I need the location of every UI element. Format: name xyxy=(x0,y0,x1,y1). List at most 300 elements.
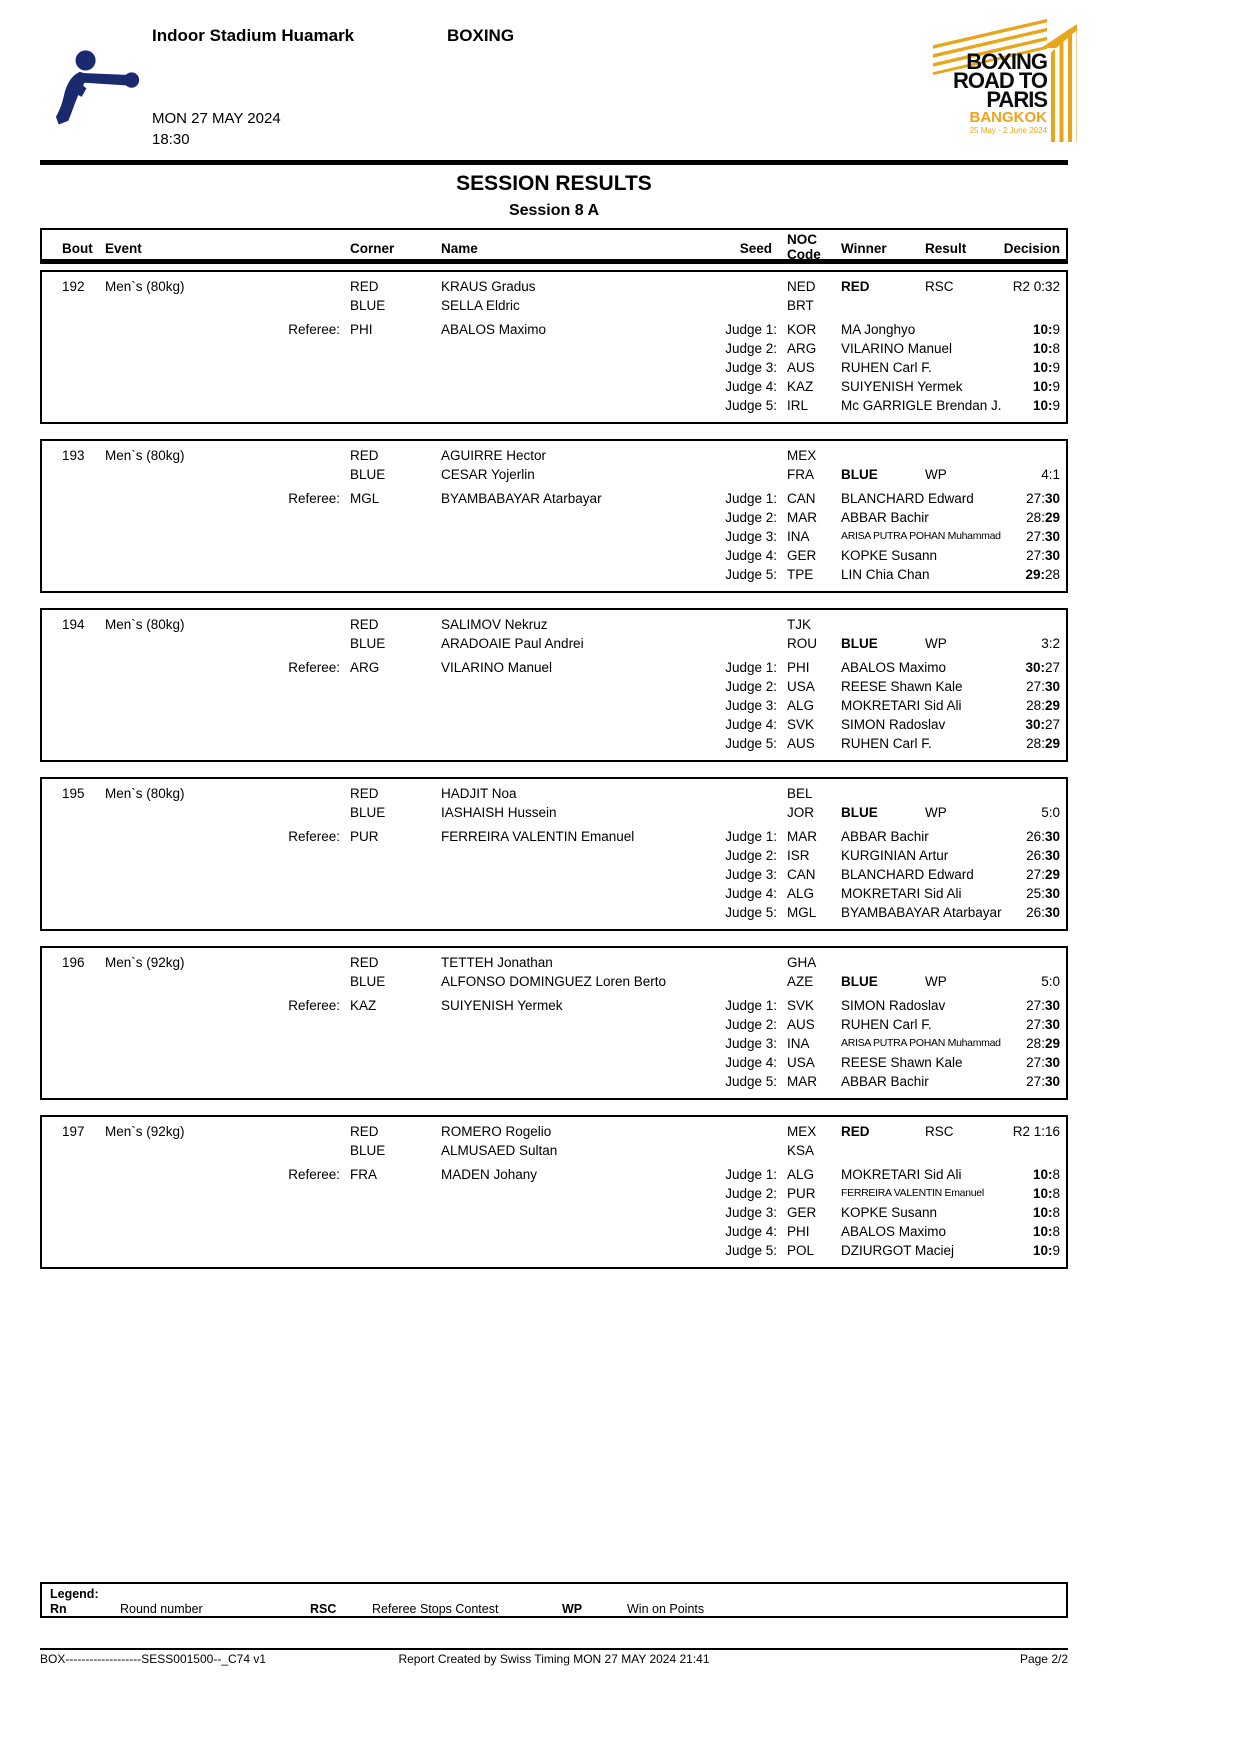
judge-score-blue: 29 xyxy=(1044,510,1060,525)
event-name: Men`s (80kg) xyxy=(105,617,185,632)
score-separator: : xyxy=(1041,1074,1045,1089)
session-subtitle: Session 8 A xyxy=(508,202,600,219)
judge-score xyxy=(1033,396,1060,415)
red-athlete-name: HADJIT Noa xyxy=(441,786,517,801)
judge-score xyxy=(1026,489,1060,508)
judge-score-blue: 9 xyxy=(1052,398,1060,413)
judge-score-red: 30 xyxy=(1025,660,1041,675)
result-code: WP xyxy=(925,636,947,651)
judge-score xyxy=(1026,827,1060,846)
blue-athlete-name: ALMUSAED Sultan xyxy=(441,1143,558,1158)
judge-label: Judge 1: xyxy=(725,491,777,506)
score-separator: : xyxy=(1041,867,1045,882)
red-corner-label: RED xyxy=(350,448,379,463)
col-bout: Bout xyxy=(62,241,93,256)
judge-score-blue: 30 xyxy=(1044,848,1060,863)
footer-created-by: Report Created by Swiss Timing MON 27 MAY 2024 21:41 xyxy=(398,1652,710,1666)
page-title: SESSION RESULTS xyxy=(456,172,652,195)
table-row xyxy=(42,634,1066,653)
col-decision: Decision xyxy=(1003,241,1060,256)
judge-label: Judge 1: xyxy=(725,1167,777,1182)
blue-noc-code: FRA xyxy=(787,467,814,482)
decision-value: 4:1 xyxy=(1041,467,1060,482)
judge-score-red: 10 xyxy=(1032,398,1048,413)
judge-score-blue: 8 xyxy=(1052,1205,1060,1220)
winner-label: RED xyxy=(841,279,870,294)
judge-score-blue: 30 xyxy=(1044,905,1060,920)
decision-value: 3:2 xyxy=(1041,636,1060,651)
score-separator: : xyxy=(1047,1243,1053,1258)
score-separator: : xyxy=(1047,398,1053,413)
judge-score xyxy=(1026,865,1060,884)
judge-score xyxy=(1026,1015,1060,1034)
table-row xyxy=(42,846,1066,865)
legend-desc-rsc: Referee Stops Contest xyxy=(372,1602,499,1616)
score-separator: : xyxy=(1041,1055,1045,1070)
table-row xyxy=(42,489,1066,508)
legend-desc-rn: Round number xyxy=(120,1602,203,1616)
decision-value: R2 1:16 xyxy=(1012,1124,1060,1139)
judge-label: Judge 5: xyxy=(725,1243,777,1258)
judge-noc: PHI xyxy=(787,660,810,675)
result-code: WP xyxy=(925,467,947,482)
score-separator: : xyxy=(1047,1224,1053,1239)
judge-noc: USA xyxy=(787,1055,815,1070)
legend-desc-wp: Win on Points xyxy=(627,1602,705,1616)
red-corner-label: RED xyxy=(350,786,379,801)
judge-label: Judge 3: xyxy=(725,529,777,544)
judge-score xyxy=(1026,1072,1060,1091)
judge-label: Judge 3: xyxy=(725,1205,777,1220)
judge-name: RUHEN Carl F. xyxy=(841,736,932,751)
table-row xyxy=(42,339,1066,358)
judge-score-red: 27 xyxy=(1026,548,1042,563)
session-date: MON 27 MAY 2024 xyxy=(152,110,281,127)
bout-number: 196 xyxy=(62,955,85,970)
red-noc-code: TJK xyxy=(787,617,812,632)
judge-score-red: 10 xyxy=(1032,1224,1048,1239)
referee-name: BYAMBABAYAR Atarbayar xyxy=(441,491,602,506)
judge-score-red: 27 xyxy=(1026,491,1042,506)
judge-label: Judge 2: xyxy=(725,679,777,694)
judge-score-blue: 9 xyxy=(1052,1243,1060,1258)
event-name: Men`s (80kg) xyxy=(105,786,185,801)
judge-noc: IRL xyxy=(787,398,809,413)
col-noc-line2: Code xyxy=(787,247,821,262)
judge-name: VILARINO Manuel xyxy=(841,341,953,356)
table-row xyxy=(42,953,1066,972)
judge-noc: SVK xyxy=(787,998,815,1013)
judge-score-red: 10 xyxy=(1032,1243,1048,1258)
blue-noc-code: ROU xyxy=(787,636,817,651)
blue-corner-label: BLUE xyxy=(350,636,386,651)
judge-name: LIN Chia Chan xyxy=(841,567,930,582)
col-corner: Corner xyxy=(350,241,395,256)
referee-label: Referee: xyxy=(288,660,340,675)
judge-score-blue: 29 xyxy=(1044,867,1060,882)
judge-score-red: 10 xyxy=(1032,1186,1048,1201)
bout-block xyxy=(40,946,1068,1100)
winner-label: RED xyxy=(841,1124,870,1139)
legend-abbr-rn: Rn xyxy=(50,1602,67,1616)
venue-title: Indoor Stadium Huamark xyxy=(152,26,355,45)
score-separator: : xyxy=(1041,998,1045,1013)
judge-noc: TPE xyxy=(787,567,814,582)
judge-score-blue: 9 xyxy=(1052,360,1060,375)
table-row xyxy=(42,677,1066,696)
red-noc-code: MEX xyxy=(787,1124,817,1139)
judge-name: SIMON Radoslav xyxy=(841,998,946,1013)
judge-name: BLANCHARD Edward xyxy=(841,491,974,506)
legend-abbr-wp: WP xyxy=(562,1602,583,1616)
judge-label: Judge 1: xyxy=(725,998,777,1013)
judge-score-blue: 29 xyxy=(1044,698,1060,713)
footer-rule xyxy=(40,1648,1068,1650)
judge-noc: USA xyxy=(787,679,815,694)
result-code: RSC xyxy=(925,1124,954,1139)
table-row xyxy=(42,465,1066,484)
judge-score-red: 10 xyxy=(1032,379,1048,394)
score-separator: : xyxy=(1047,1186,1053,1201)
col-winner: Winner xyxy=(841,241,887,256)
score-separator: : xyxy=(1041,679,1045,694)
judge-name: SIMON Radoslav xyxy=(841,717,946,732)
judge-score-blue: 30 xyxy=(1044,829,1060,844)
table-row xyxy=(42,696,1066,715)
judge-score-red: 26 xyxy=(1026,848,1042,863)
judge-noc: KOR xyxy=(787,322,817,337)
score-separator: : xyxy=(1040,567,1045,582)
col-event: Event xyxy=(105,241,142,256)
referee-label: Referee: xyxy=(288,322,340,337)
header-rule xyxy=(40,160,1068,165)
legend-abbr-rsc: RSC xyxy=(310,1602,337,1616)
table-row xyxy=(42,277,1066,296)
red-athlete-name: TETTEH Jonathan xyxy=(441,955,553,970)
judge-label: Judge 3: xyxy=(725,867,777,882)
judge-score-red: 10 xyxy=(1032,322,1048,337)
referee-name: VILARINO Manuel xyxy=(441,660,553,675)
judge-name: ABALOS Maximo xyxy=(841,660,947,675)
score-separator: : xyxy=(1047,379,1053,394)
judge-score-blue: 8 xyxy=(1052,1224,1060,1239)
judge-name: REESE Shawn Kale xyxy=(841,679,963,694)
judge-score xyxy=(1026,903,1060,922)
table-row xyxy=(42,1122,1066,1141)
bout-block xyxy=(40,1115,1068,1269)
judge-score xyxy=(1033,1241,1060,1260)
judge-score-red: 27 xyxy=(1026,529,1042,544)
table-row xyxy=(42,734,1066,753)
judge-noc: ARG xyxy=(787,341,817,356)
judge-score-red: 30 xyxy=(1025,717,1041,732)
winner-label: BLUE xyxy=(841,467,878,482)
judge-score-blue: 27 xyxy=(1044,660,1060,675)
judge-label: Judge 1: xyxy=(725,660,777,675)
judge-score-red: 27 xyxy=(1026,1074,1042,1089)
blue-noc-code: BRT xyxy=(787,298,814,313)
score-separator: : xyxy=(1041,1017,1045,1032)
judge-label: Judge 2: xyxy=(725,341,777,356)
judge-label: Judge 5: xyxy=(725,1074,777,1089)
judge-score-red: 10 xyxy=(1032,360,1048,375)
judge-name: ABBAR Bachir xyxy=(841,510,929,525)
score-separator: : xyxy=(1041,848,1045,863)
judge-noc: PHI xyxy=(787,1224,810,1239)
red-athlete-name: ROMERO Rogelio xyxy=(441,1124,552,1139)
table-row xyxy=(42,803,1066,822)
judge-score xyxy=(1026,1053,1060,1072)
winner-label: BLUE xyxy=(841,805,878,820)
judge-score-blue: 9 xyxy=(1052,322,1060,337)
table-row xyxy=(42,1222,1066,1241)
judge-score-blue: 30 xyxy=(1044,1055,1060,1070)
judge-label: Judge 4: xyxy=(725,548,777,563)
judge-score-blue: 8 xyxy=(1052,341,1060,356)
judge-name: RUHEN Carl F. xyxy=(841,360,932,375)
col-name: Name xyxy=(441,241,478,256)
col-seed: Seed xyxy=(739,241,772,256)
judge-label: Judge 2: xyxy=(725,1186,777,1201)
judge-noc: ALG xyxy=(787,698,815,713)
legend-title: Legend: xyxy=(50,1587,99,1601)
judge-noc: SVK xyxy=(787,717,815,732)
judge-score xyxy=(1026,884,1060,903)
judge-name: MOKRETARI Sid Ali xyxy=(841,886,962,901)
red-corner-label: RED xyxy=(350,279,379,294)
score-separator: : xyxy=(1047,360,1053,375)
judge-score-blue: 30 xyxy=(1044,998,1060,1013)
score-separator: : xyxy=(1047,341,1053,356)
judge-score-red: 26 xyxy=(1026,905,1042,920)
table-row xyxy=(42,865,1066,884)
judge-label: Judge 5: xyxy=(725,736,777,751)
judge-score-red: 28 xyxy=(1026,736,1042,751)
score-separator: : xyxy=(1041,548,1045,563)
judge-label: Judge 3: xyxy=(725,698,777,713)
red-corner-label: RED xyxy=(350,955,379,970)
table-row xyxy=(42,996,1066,1015)
decision-value: 5:0 xyxy=(1041,805,1060,820)
judge-noc: MAR xyxy=(787,1074,817,1089)
judge-noc: KAZ xyxy=(787,379,814,394)
red-corner-label: RED xyxy=(350,1124,379,1139)
event-logo xyxy=(933,24,1077,142)
score-separator: : xyxy=(1040,660,1045,675)
score-separator: : xyxy=(1047,322,1053,337)
judge-score-red: 28 xyxy=(1026,1036,1042,1051)
results-table-header xyxy=(40,228,1068,264)
judge-name: Mc GARRIGLE Brendan J. xyxy=(841,398,1002,413)
score-separator: : xyxy=(1041,491,1045,506)
red-athlete-name: KRAUS Gradus xyxy=(441,279,536,294)
judge-score xyxy=(1033,1203,1060,1222)
judge-score xyxy=(1026,696,1060,715)
judge-noc: INA xyxy=(787,1036,810,1051)
score-separator: : xyxy=(1041,905,1045,920)
judge-score-blue: 8 xyxy=(1052,1167,1060,1182)
blue-athlete-name: SELLA Eldric xyxy=(441,298,520,313)
blue-athlete-name: IASHAISH Hussein xyxy=(441,805,557,820)
judge-label: Judge 5: xyxy=(725,398,777,413)
blue-corner-label: BLUE xyxy=(350,805,386,820)
judge-label: Judge 5: xyxy=(725,905,777,920)
judge-score-blue: 8 xyxy=(1052,1186,1060,1201)
col-noc-line1: NOC xyxy=(787,232,817,247)
judge-score xyxy=(1026,846,1060,865)
table-row xyxy=(42,358,1066,377)
judge-noc: INA xyxy=(787,529,810,544)
red-noc-code: MEX xyxy=(787,448,817,463)
bout-block xyxy=(40,777,1068,931)
judge-score xyxy=(1025,565,1060,584)
judge-score-red: 27 xyxy=(1026,679,1042,694)
logo-line2: ROAD TO xyxy=(952,68,1047,93)
judge-label: Judge 4: xyxy=(725,717,777,732)
referee-label: Referee: xyxy=(288,829,340,844)
table-row xyxy=(42,784,1066,803)
judge-score-red: 28 xyxy=(1026,510,1042,525)
judge-name: MA Jonghyo xyxy=(841,322,916,337)
logo-text xyxy=(952,49,1047,136)
judge-score-blue: 27 xyxy=(1044,717,1060,732)
event-name: Men`s (92kg) xyxy=(105,955,185,970)
judge-label: Judge 1: xyxy=(725,322,777,337)
table-row xyxy=(42,396,1066,415)
judge-name: FERREIRA VALENTIN Emanuel xyxy=(841,1187,984,1199)
referee-name: SUIYENISH Yermek xyxy=(441,998,563,1013)
judge-score xyxy=(1026,546,1060,565)
referee-noc: ARG xyxy=(350,660,380,675)
judge-score-red: 27 xyxy=(1026,867,1042,882)
judge-score xyxy=(1026,734,1060,753)
table-row xyxy=(42,1241,1066,1260)
table-row xyxy=(42,1141,1066,1160)
logo-dates: 25 May - 2 June 2024 xyxy=(969,126,1047,135)
blue-noc-code: JOR xyxy=(787,805,814,820)
judge-score-blue: 29 xyxy=(1044,736,1060,751)
judge-noc: AUS xyxy=(787,1017,815,1032)
table-row xyxy=(42,1053,1066,1072)
table-row xyxy=(42,1034,1066,1053)
referee-noc: MGL xyxy=(350,491,380,506)
winner-label: BLUE xyxy=(841,636,878,651)
bout-number: 197 xyxy=(62,1124,85,1139)
score-separator: : xyxy=(1047,1205,1053,1220)
blue-noc-code: AZE xyxy=(787,974,814,989)
bout-block xyxy=(40,439,1068,593)
judge-score-blue: 30 xyxy=(1044,491,1060,506)
table-row xyxy=(42,320,1066,339)
judge-score xyxy=(1025,658,1060,677)
table-row xyxy=(42,546,1066,565)
judge-noc: AUS xyxy=(787,360,815,375)
table-row xyxy=(42,527,1066,546)
judge-name: ABBAR Bachir xyxy=(841,829,929,844)
bout-number: 193 xyxy=(62,448,85,463)
score-separator: : xyxy=(1040,717,1045,732)
judge-noc: POL xyxy=(787,1243,815,1258)
judge-label: Judge 4: xyxy=(725,1224,777,1239)
judge-score xyxy=(1033,1184,1060,1203)
logo-line1: BOXING xyxy=(966,49,1047,74)
judge-score-red: 27 xyxy=(1026,998,1042,1013)
referee-name: ABALOS Maximo xyxy=(441,322,547,337)
blue-corner-label: BLUE xyxy=(350,298,386,313)
judge-noc: ALG xyxy=(787,886,815,901)
bout-number: 192 xyxy=(62,279,85,294)
judge-score xyxy=(1033,377,1060,396)
referee-label: Referee: xyxy=(288,998,340,1013)
referee-noc: PUR xyxy=(350,829,379,844)
session-time: 18:30 xyxy=(152,131,190,148)
score-separator: : xyxy=(1047,1167,1053,1182)
judge-name: RUHEN Carl F. xyxy=(841,1017,932,1032)
judge-name: BLANCHARD Edward xyxy=(841,867,974,882)
referee-noc: FRA xyxy=(350,1167,377,1182)
red-athlete-name: AGUIRRE Hector xyxy=(441,448,547,463)
judge-score-red: 28 xyxy=(1026,698,1042,713)
judge-noc: CAN xyxy=(787,491,816,506)
referee-noc: KAZ xyxy=(350,998,377,1013)
table-row xyxy=(42,508,1066,527)
judge-score xyxy=(1033,358,1060,377)
judge-score-blue: 30 xyxy=(1044,529,1060,544)
judge-score xyxy=(1033,339,1060,358)
judge-name: REESE Shawn Kale xyxy=(841,1055,963,1070)
table-row xyxy=(42,972,1066,991)
judge-label: Judge 4: xyxy=(725,379,777,394)
judge-score-blue: 28 xyxy=(1044,567,1060,582)
result-code: WP xyxy=(925,974,947,989)
bouts xyxy=(40,270,1068,1284)
table-row xyxy=(42,1165,1066,1184)
judge-score-blue: 30 xyxy=(1044,679,1060,694)
table-row xyxy=(42,1203,1066,1222)
referee-label: Referee: xyxy=(288,1167,340,1182)
score-separator: : xyxy=(1041,829,1045,844)
table-row xyxy=(42,827,1066,846)
table-row xyxy=(42,446,1066,465)
score-separator: : xyxy=(1041,529,1045,544)
score-separator: : xyxy=(1041,886,1045,901)
judge-score-blue: 30 xyxy=(1044,548,1060,563)
judge-label: Judge 5: xyxy=(725,567,777,582)
blue-noc-code: KSA xyxy=(787,1143,815,1158)
red-noc-code: GHA xyxy=(787,955,817,970)
judge-name: SUIYENISH Yermek xyxy=(841,379,963,394)
red-noc-code: BEL xyxy=(787,786,813,801)
result-code: RSC xyxy=(925,279,954,294)
event-name: Men`s (80kg) xyxy=(105,448,185,463)
judge-name: KOPKE Susann xyxy=(841,1205,938,1220)
judge-score-red: 29 xyxy=(1025,567,1041,582)
result-code: WP xyxy=(925,805,947,820)
judge-score-red: 25 xyxy=(1026,886,1042,901)
judge-name: ARISA PUTRA POHAN Muhammad xyxy=(841,530,1001,542)
sport-title: BOXING xyxy=(447,26,515,45)
red-noc-code: NED xyxy=(787,279,816,294)
col-result: Result xyxy=(925,241,967,256)
score-separator: : xyxy=(1041,736,1045,751)
winner-label: BLUE xyxy=(841,974,878,989)
table-row xyxy=(42,884,1066,903)
event-name: Men`s (80kg) xyxy=(105,279,185,294)
blue-corner-label: BLUE xyxy=(350,974,386,989)
judge-score xyxy=(1026,1034,1060,1053)
judge-name: MOKRETARI Sid Ali xyxy=(841,1167,962,1182)
judge-score-red: 27 xyxy=(1026,1017,1042,1032)
